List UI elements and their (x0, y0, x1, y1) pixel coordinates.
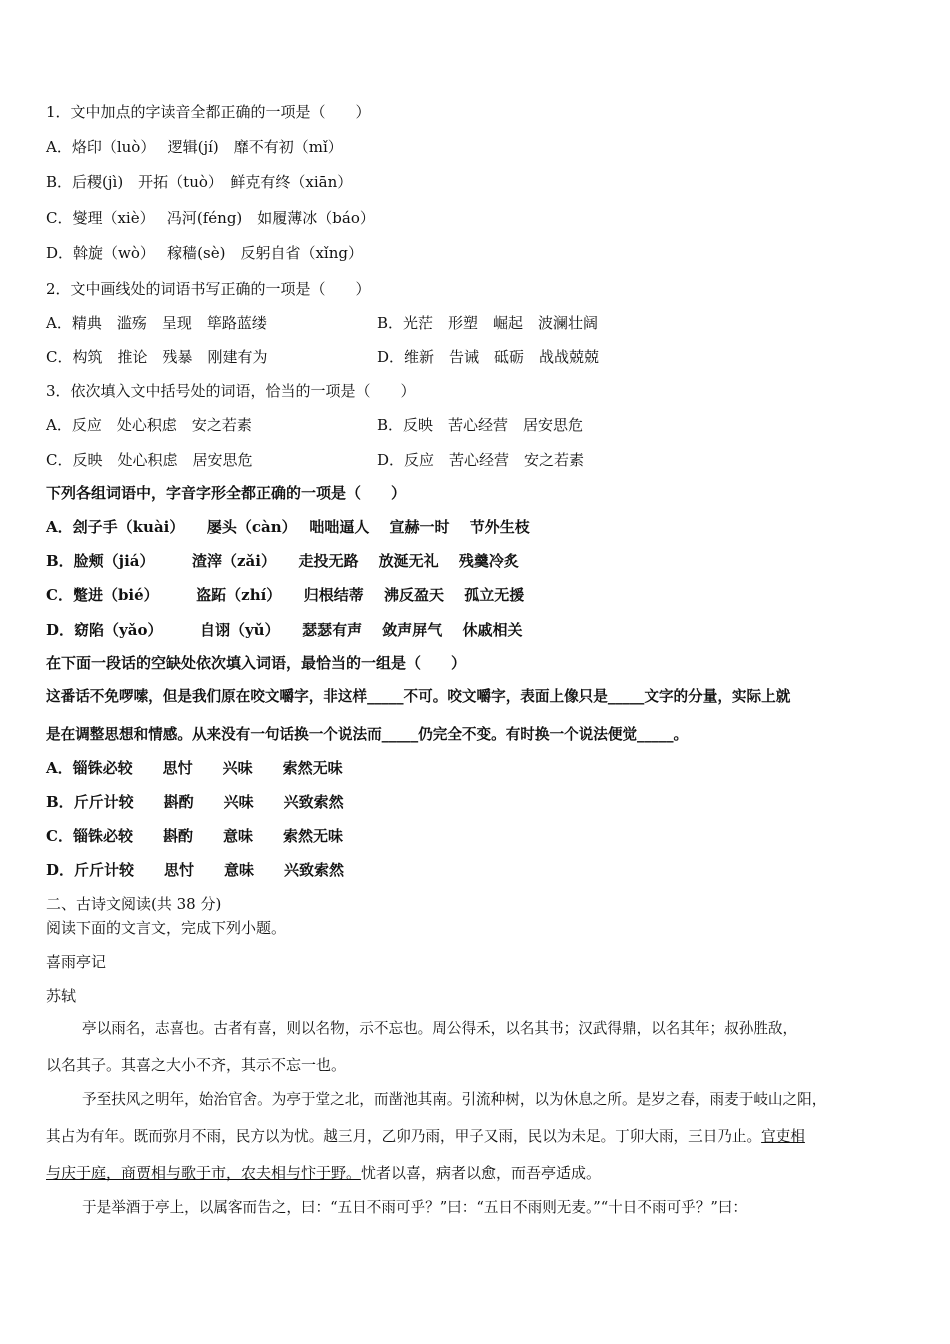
passage-author: 苏轼 (46, 987, 77, 1005)
passage-underlined-phrase-end: 与庆于庭，商贾相与歌于市，农夫相与忭于野。 (46, 1164, 362, 1182)
q5-option-d: D．斤斤计较 思忖 意味 兴致索然 (46, 861, 345, 879)
q4-option-d: D．窈陷（yǎo） 自诩（yǔ） 瑟瑟有声 敛声屏气 休戚相关 (46, 621, 523, 639)
q5-passage-line1: 这番话不免啰嗦，但是我们原在咬文嚼字，非这样_____不可。咬文嚼字，表面上像只是_____文字的分量，实际上就 (46, 688, 791, 705)
q5-option-a: A．锱铢必较 思忖 兴味 索然无味 (46, 759, 343, 777)
q5-option-c: C．锱铢必较 斟酌 意味 索然无味 (46, 827, 343, 845)
q2-stem: 2．文中画线处的词语书写正确的一项是（ ） (46, 280, 371, 298)
q1-option-c: C．燮理（xiè） 冯河(féng) 如履薄冰（báo） (46, 209, 375, 227)
q4-stem: 下列各组词语中，字音字形全都正确的一项是（ ） (46, 484, 407, 502)
section2-instruction: 阅读下面的文言文，完成下列小题。 (46, 919, 287, 937)
passage-p3-line1: 于是举酒于亭上，以属客而告之，曰：“五日不雨可乎？”曰：“五日不雨则无麦。”“十日不雨可乎？”曰： (82, 1199, 747, 1216)
section2-heading: 二、古诗文阅读(共 38 分) (46, 895, 222, 913)
q3-stem: 3．依次填入文中括号处的词语，恰当的一项是（ ） (46, 382, 416, 400)
q5-option-b: B．斤斤计较 斟酌 兴味 兴致索然 (46, 793, 344, 811)
passage-p1-line2: 以名其子。其喜之大小不齐，其示不忘一也。 (46, 1056, 347, 1074)
passage-p2-line2 (46, 1127, 805, 1147)
q1-stem: 1．文中加点的字读音全都正确的一项是（ ） (46, 103, 371, 121)
q2-option-b: B．光茫 形塑 崛起 波澜壮阔 (377, 314, 599, 332)
q2-option-a: A．精典 滥殇 呈现 筚路蓝缕 (46, 314, 267, 332)
q1-option-b: B．后稷(jì) 开拓（tuò） 鲜克有终（xiān） (46, 173, 353, 191)
passage-p2-line3-text: 忧者以喜，病者以愈，而吾亭适成。 (361, 1164, 602, 1182)
q5-passage-line2: 是在调整思想和情感。从来没有一句话换一个说法而_____仍完全不变。有时换一个说法便觉_____。 (46, 726, 689, 743)
q2-option-d: D．维新 告诫 砥砺 战战兢兢 (377, 348, 600, 366)
q4-option-a: A．刽子手（kuài） 屡头（càn） 咄咄逼人 宣赫一时 节外生枝 (46, 518, 530, 536)
q3-option-b: B．反映 苦心经营 居安思危 (377, 416, 584, 434)
q1-option-d: D．斡旋（wò） 稼穑(sè) 反躬自省（xǐng） (46, 244, 363, 262)
passage-p2-line3 (46, 1163, 601, 1183)
passage-title: 喜雨亭记 (46, 953, 107, 971)
q3-option-d: D．反应 苦心经营 安之若素 (377, 451, 585, 469)
passage-p1-line1: 亭以雨名，志喜也。古者有喜，则以名物，示不忘也。周公得禾，以名其书；汉武得鼎，以名其年；叔孙胜敌， (82, 1020, 798, 1037)
q5-stem: 在下面一段话的空缺处依次填入词语，最恰当的一组是（ ） (46, 654, 467, 672)
q4-option-b: B．脸颊（jiá） 渣滓（zǎi） 走投无路 放涎无礼 残羹冷炙 (46, 552, 519, 570)
q2-option-c: C．构筑 推论 残暴 刚建有为 (46, 348, 268, 366)
q3-option-c: C．反映 处心积虑 居安思危 (46, 451, 253, 469)
passage-p2-line2-text: 其占为有年。既而弥月不雨，民方以为忧。越三月，乙卯乃雨，甲子又雨，民以为未足。丁卯大雨，三日乃止。 (46, 1128, 762, 1145)
q4-option-c: C．蹩进（bié） 盗跖（zhí） 归根结蒂 沸反盈天 孤立无援 (46, 586, 525, 604)
passage-p2-line1: 予至扶风之明年，始治官舍。为亭于堂之北，而凿池其南。引流种树，以为休息之所。是岁之春，雨麦于岐山之阳， (82, 1091, 827, 1108)
q1-option-a: A．烙印（luò） 逻辑(jí) 靡不有初（mǐ） (46, 138, 343, 156)
q3-option-a: A．反应 处心积虑 安之若素 (46, 416, 252, 434)
passage-underlined-phrase-start: 官吏相 (761, 1128, 805, 1145)
